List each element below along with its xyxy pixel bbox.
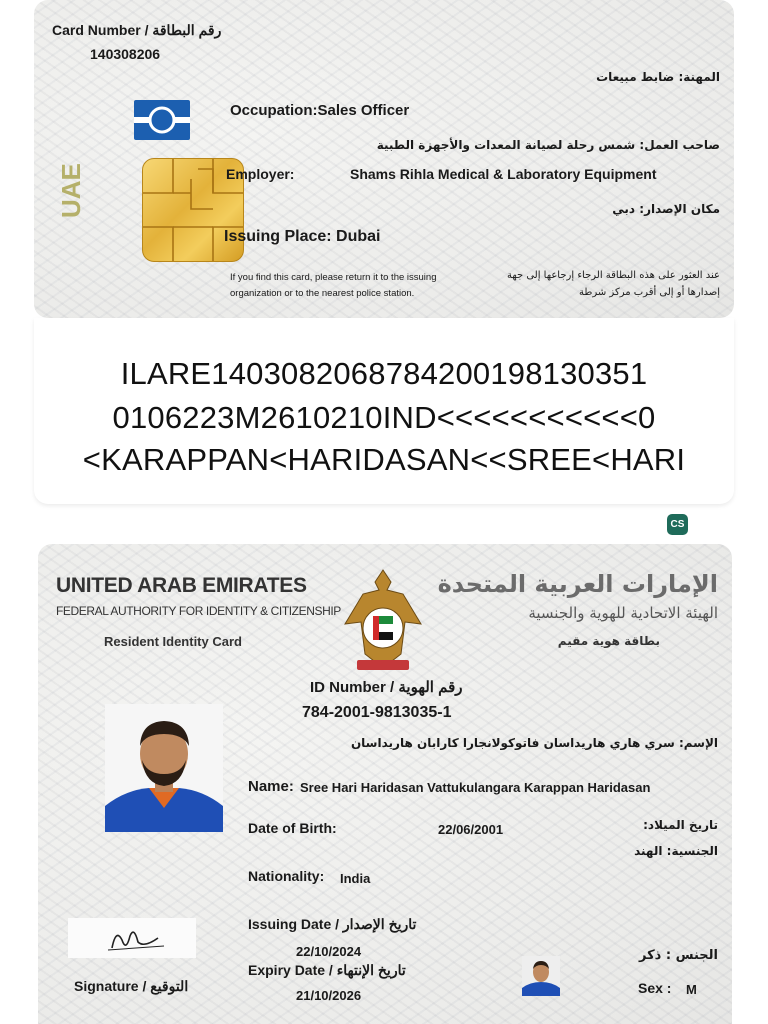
issuing-date-label: Issuing Date / تاريخ الإصدار: [248, 916, 417, 932]
signature-box: [68, 918, 196, 958]
mrz-line-3: <KARAPPAN<HARIDASAN<<SREE<HARI: [82, 442, 686, 477]
return-note-ar-2: إصدارها أو إلى أقرب مركز شرطة: [579, 287, 720, 298]
name-value: Sree Hari Haridasan Vattukulangara Karappan Haridasan: [300, 780, 651, 795]
country-name-ar: الإمارات العربية المتحدة: [437, 570, 718, 598]
emblem-logo-icon: [134, 100, 190, 140]
dob-label: Date of Birth:: [248, 820, 337, 836]
card-type-ar: بطاقة هوية مقيم: [557, 634, 660, 648]
sex-value: M: [686, 982, 697, 997]
id-card-front: [38, 544, 732, 1024]
nationality-arabic: الجنسية: الهند: [634, 844, 718, 858]
employer-arabic: صاحب العمل: شمس رحلة لصيانة المعدات والأجهزة الطبية: [376, 138, 720, 152]
uae-eagle-emblem-icon: [343, 564, 423, 676]
uae-vertical-text: UAE: [56, 163, 86, 218]
return-note-en-1: If you find this card, please return it to the issuing: [230, 272, 437, 283]
authority-name-en: FEDERAL AUTHORITY FOR IDENTITY & CITIZENSHIP: [56, 604, 341, 618]
card-number-label: Card Number / رقم البطاقة: [52, 22, 222, 38]
card-number: 140308206: [90, 46, 161, 62]
mrz-line-1: ILARE1403082068784200198130351: [120, 356, 648, 391]
dob-arabic: تاريخ الميلاد:: [643, 818, 718, 832]
return-note-en-2: organization or to the nearest police station.: [230, 288, 415, 299]
nationality-value: India: [340, 871, 371, 886]
holder-photo: [105, 704, 223, 832]
name-arabic: الإسم: سري هاري هاريداسان فاتوكولانجارا كارابان هاريداسان: [350, 736, 718, 750]
ghost-photo: [522, 956, 560, 996]
id-number-label: ID Number / رقم الهوية: [310, 679, 463, 696]
machine-readable-zone: [34, 318, 734, 504]
expiry-date-label: Expiry Date / تاريخ الإنتهاء: [248, 962, 406, 978]
id-card-back: [34, 0, 734, 318]
occupation-text: Occupation:Sales Officer: [230, 102, 410, 119]
employer-value: Shams Rihla Medical & Laboratory Equipment: [350, 166, 657, 182]
expiry-date: 21/10/2026: [296, 988, 362, 1003]
nationality-label: Nationality:: [248, 868, 325, 884]
issuing-date: 22/10/2024: [296, 944, 362, 959]
country-name-en: UNITED ARAB EMIRATES: [56, 574, 307, 597]
sex-label: Sex :: [638, 980, 672, 996]
return-note-ar-1: عند العثور على هذه البطاقة الرجاء إرجاعها إلى جهة: [507, 270, 720, 281]
signature-label: Signature / التوقيع: [74, 978, 189, 994]
authority-name-ar: الهيئة الاتحادية للهوية والجنسية: [528, 604, 718, 622]
dob-value: 22/06/2001: [438, 822, 504, 837]
id-number: 784-2001-9813035-1: [302, 704, 452, 721]
name-label: Name:: [248, 778, 294, 795]
issuing-place-arabic: مكان الإصدار: دبي: [612, 202, 720, 216]
issuing-place-text: Issuing Place: Dubai: [224, 228, 381, 245]
mrz-line-2: 0106223M2610210IND<<<<<<<<<<<0: [112, 400, 656, 435]
sex-arabic: الجنس : ذكر: [639, 948, 718, 963]
card-type-en: Resident Identity Card: [104, 634, 242, 649]
occupation-arabic: المهنة: ضابط مبيعات: [596, 70, 720, 84]
employer-label: Employer:: [226, 166, 295, 182]
camscanner-badge: CS: [667, 514, 688, 535]
